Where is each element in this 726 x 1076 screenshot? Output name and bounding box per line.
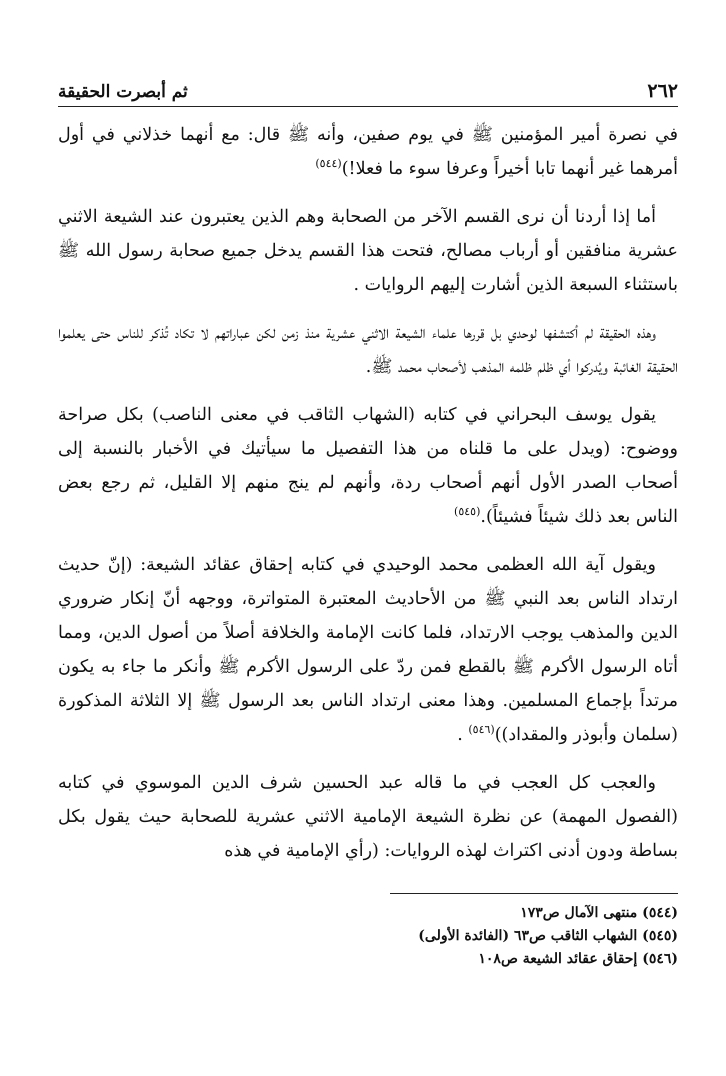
footnote-ref: (٥٤٦) bbox=[468, 723, 495, 737]
footnote: (٥٤٤) منتهى الآمال ص١٧٣ bbox=[520, 905, 678, 921]
footnotes bbox=[58, 902, 678, 971]
paragraph: في نصرة أمير المؤمنين ﷺ في يوم صفين، وأنه ﷺ قال: مع أنهما خذلاني في أول أمرهما غير أنهما تابا أخيراً وعرفا سوء ما فعلا!)$^{(٥٤٤)}$ bbox=[58, 125, 678, 179]
paragraph: وهذه الحقيقة لم أكتشفها لوحدي بل قررها علماء الشيعة الاثني عشرية منذ زمن لكن عباراتهم لا تكاد تُذكر للناس حتى يعلموا الحقيقة الغائبة ويُدركوا أي ظلم ظلمه المذهب لأصحاب محمد ﷺ. bbox=[58, 323, 678, 377]
footnote-ref: (٥٤٤) bbox=[315, 157, 342, 171]
paragraph: والعجب كل العجب في ما قاله عبد الحسين شرف الدين الموسوي في كتابه (الفصول المهمة) عن نظرة الشيعة الإمامية الاثني عشرية للصحابة حيث يقول بكل بساطة ودون أدنى اكتراث لهذه الروايات: (رأي الإمامية في هذه bbox=[58, 773, 678, 861]
footnote: (٥٤٥) الشهاب الثاقب ص٦٣ (الفائدة الأولى) bbox=[418, 928, 678, 944]
footnote: (٥٤٦) إحقاق عقائد الشيعة ص١٠٨ bbox=[478, 951, 678, 967]
page-header bbox=[58, 72, 678, 107]
paragraph: ويقول آية الله العظمى محمد الوحيدي في كتابه إحقاق عقائد الشيعة: (إنّ حديث ارتداد الناس بعد النبي ﷺ من الأحاديث المعتبرة المتواترة، ووجهه أنّ إنكار ضروري الدين والمذهب يوجب الارتداد، فلما كانت الإمامة والخلافة أصلاً من أصول الدين، ومما أتاه الرسول الأكرم ﷺ بالقطع فمن ردّ على الرسول الأكرم ﷺ وأنكر ما جاء به يكون مرتداً بإجماع المسلمين. وهذا معنى ارتداد الناس بعد الرسول ﷺ إلا الثلاثة المذكورة (سلمان وأبوذر والمقداد))$^{(٥٤٦)}$ . bbox=[58, 555, 678, 745]
footnote-ref: (٥٤٥) bbox=[454, 505, 481, 519]
paragraph: يقول يوسف البحراني في كتابه (الشهاب الثاقب في معنى الناصب) بكل صراحة ووضوح: (ويدل على ما قلناه من هذا التفصيل ما سيأتيك في الأخبار بالنسبة إلى أصحاب الصدر الأول أنهم أصحاب ردة، وأنهم لم ينج منهم إلا القليل، ثم رجع بعض الناس بعد ذلك شيئاً فشيئاً).$^{(٥٤٥)}$ bbox=[58, 405, 678, 527]
paragraph: أما إذا أردنا أن نرى القسم الآخر من الصحابة وهم الذين يعتبرون عند الشيعة الاثني عشرية منافقين أو أرباب مصالح، فتحت هذا القسم يدخل جميع صحابة رسول الله ﷺ باستثناء السبعة الذين أشارت إليهم الروايات . bbox=[58, 207, 678, 295]
page-number: ٢٦٢ bbox=[647, 80, 678, 102]
running-title: ثم أبصرت الحقيقة bbox=[58, 82, 188, 102]
footnote-divider bbox=[390, 893, 678, 894]
body-text bbox=[58, 118, 678, 882]
